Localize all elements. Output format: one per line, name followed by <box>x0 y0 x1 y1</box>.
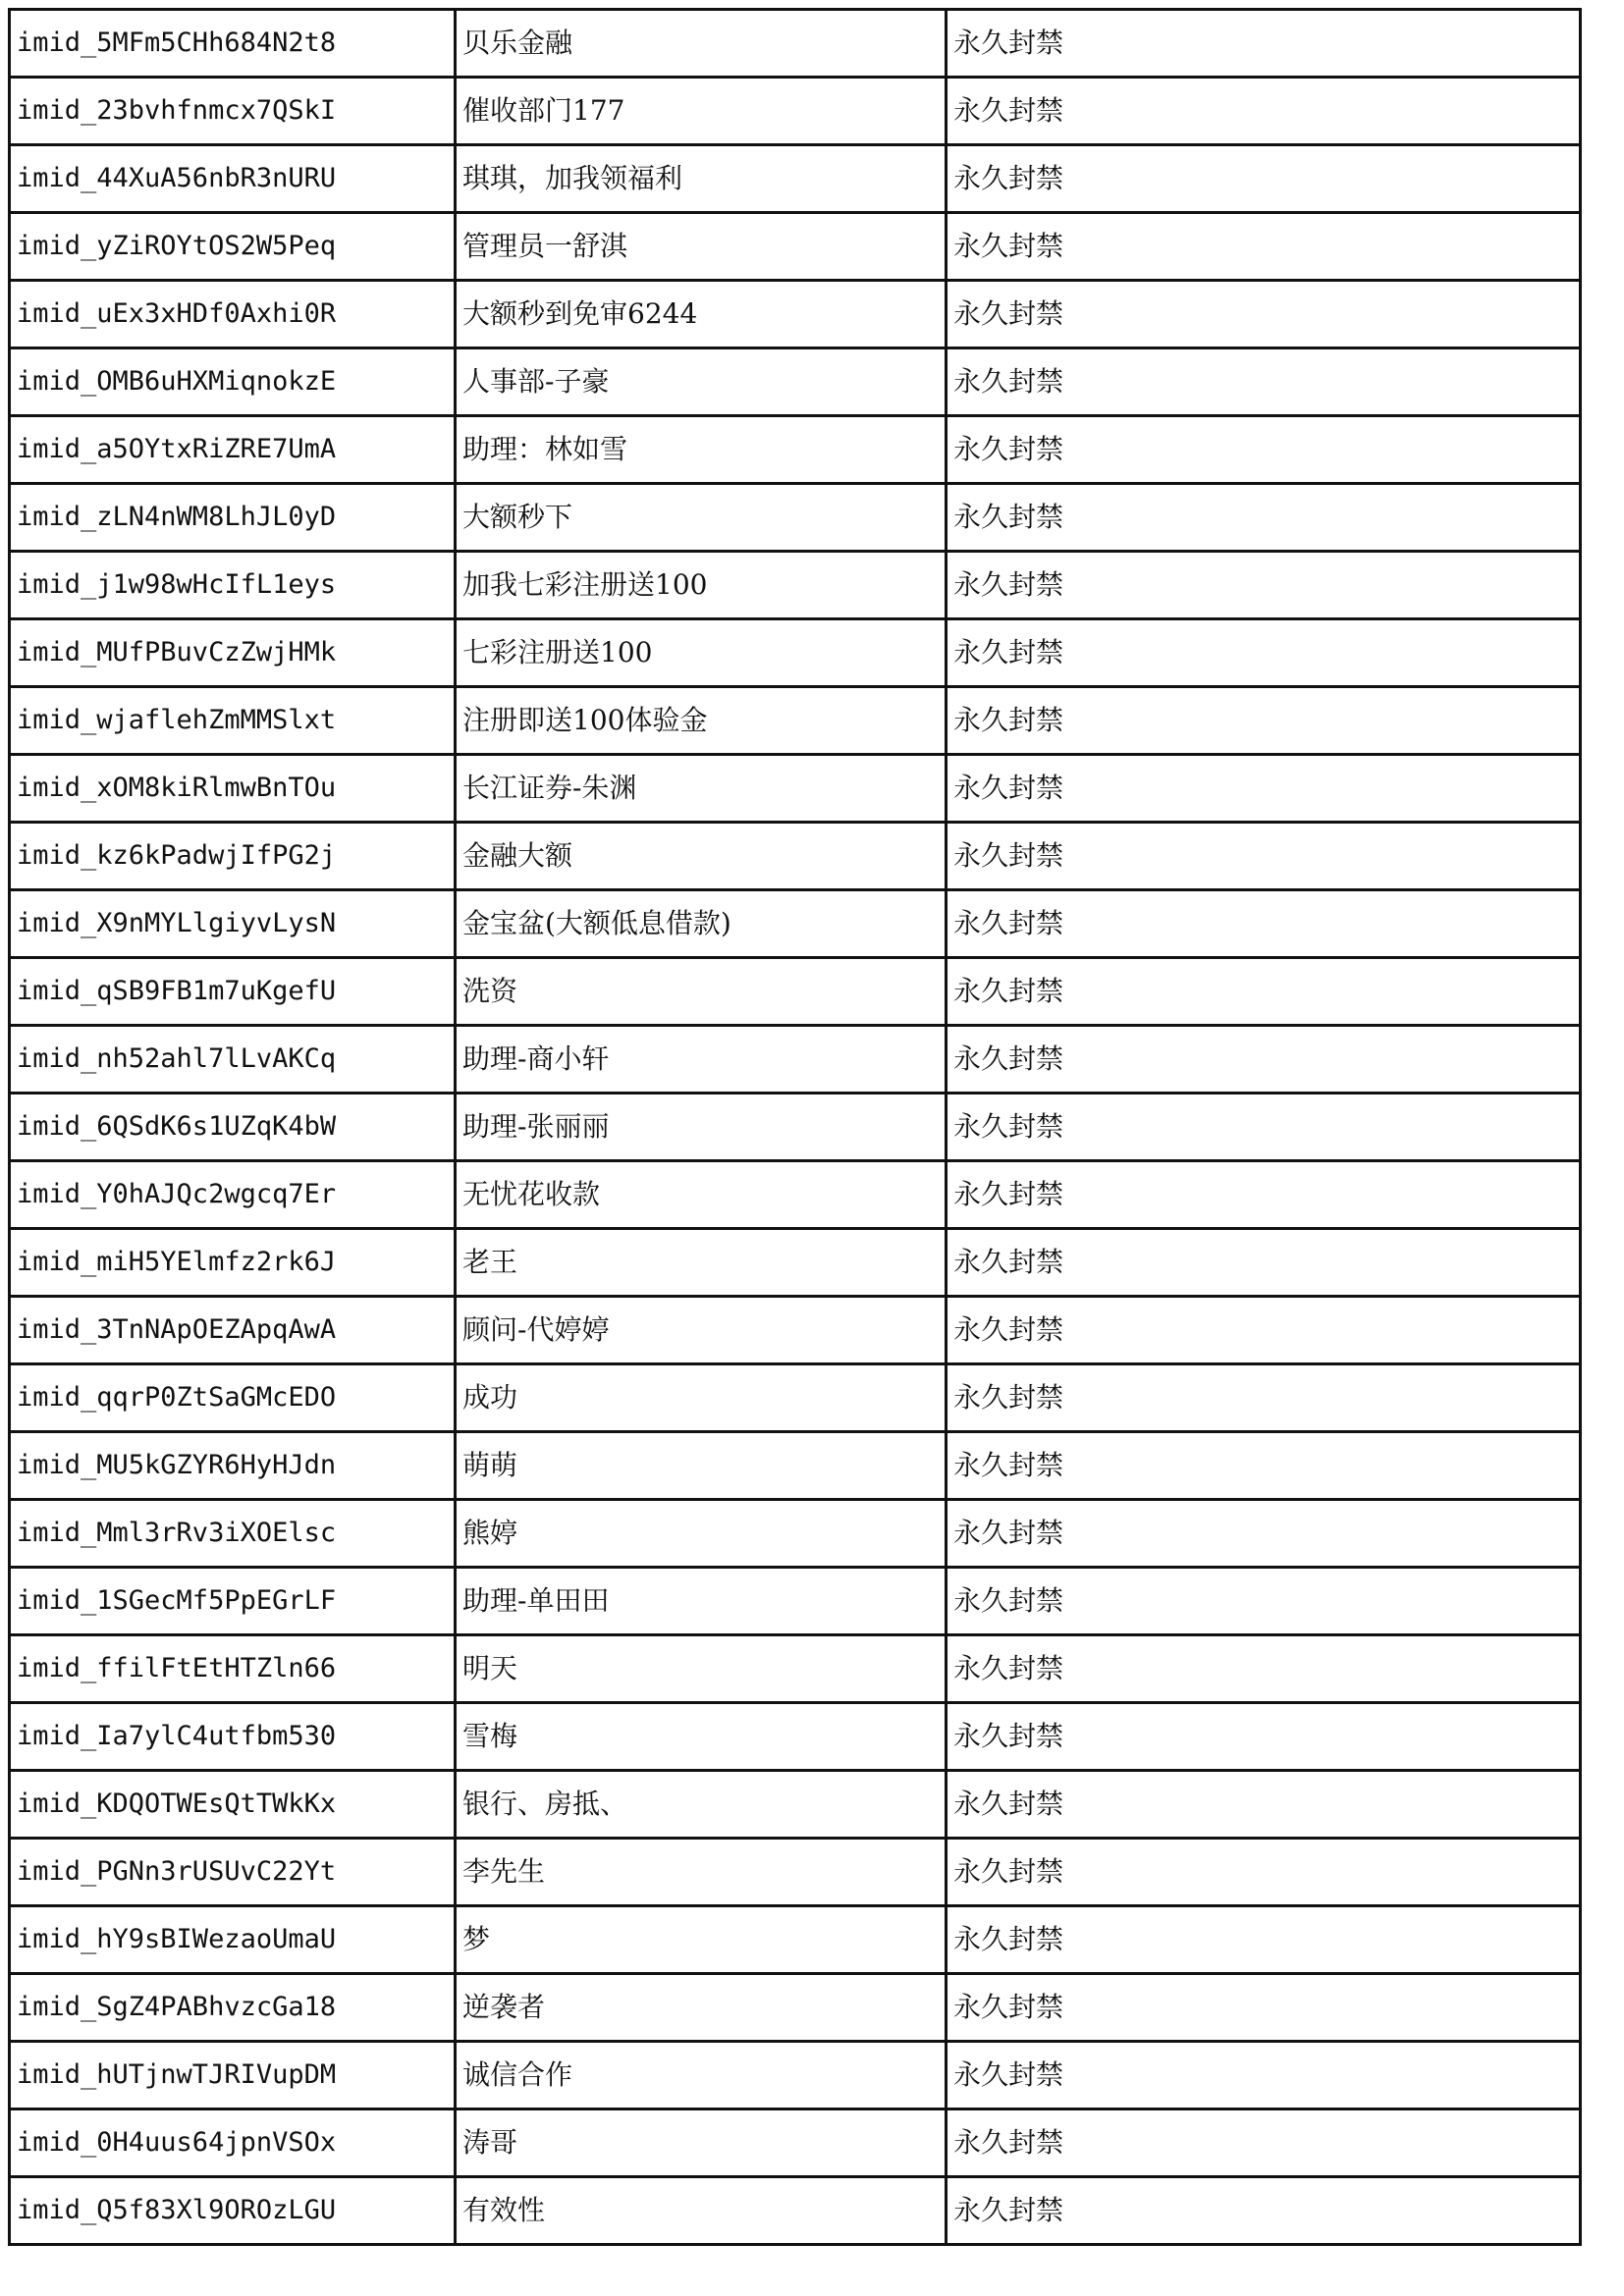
user-id-cell: imid_SgZ4PABhvzcGa18 <box>10 1974 456 2042</box>
nickname-cell: 助理-张丽丽 <box>456 1094 947 1161</box>
table-row <box>10 890 1581 958</box>
ban-status-cell: 永久封禁 <box>947 1297 1581 1364</box>
ban-status-cell: 永久封禁 <box>947 1771 1581 1839</box>
ban-status-cell: 永久封禁 <box>947 1635 1581 1703</box>
ban-status-cell: 永久封禁 <box>947 552 1581 619</box>
table-row <box>10 2109 1581 2177</box>
nickname-cell: 催收部门177 <box>456 78 947 145</box>
nickname-cell: 大额秒到免审6244 <box>456 281 947 348</box>
ban-status-cell: 永久封禁 <box>947 1839 1581 1906</box>
ban-status-cell: 永久封禁 <box>947 1094 1581 1161</box>
user-id-cell: imid_nh52ahl7lLvAKCq <box>10 1026 456 1094</box>
nickname-cell: 熊婷 <box>456 1500 947 1568</box>
ban-status-cell: 永久封禁 <box>947 755 1581 823</box>
user-id-cell: imid_0H4uus64jpnVSOx <box>10 2109 456 2177</box>
user-id-cell: imid_3TnNApOEZApqAwA <box>10 1297 456 1364</box>
user-id-cell: imid_1SGecMf5PpEGrLF <box>10 1568 456 1635</box>
nickname-cell: 老王 <box>456 1229 947 1297</box>
table-row <box>10 1026 1581 1094</box>
table-row <box>10 281 1581 348</box>
user-id-cell: imid_OMB6uHXMiqnokzE <box>10 348 456 416</box>
ban-status-cell: 永久封禁 <box>947 687 1581 755</box>
ban-status-cell: 永久封禁 <box>947 1974 1581 2042</box>
nickname-cell: 人事部-子豪 <box>456 348 947 416</box>
table-row <box>10 78 1581 145</box>
nickname-cell: 长江证券-朱渊 <box>456 755 947 823</box>
user-id-cell: imid_Q5f83Xl9ORОzLGU <box>10 2177 456 2245</box>
user-id-cell: imid_MUfPBuvCzZwjHMk <box>10 619 456 687</box>
nickname-cell: 顾问-代婷婷 <box>456 1297 947 1364</box>
nickname-cell: 涛哥 <box>456 2109 947 2177</box>
table-row <box>10 755 1581 823</box>
ban-list-body <box>10 10 1581 2245</box>
nickname-cell: 琪琪，加我领福利 <box>456 145 947 213</box>
table-row <box>10 619 1581 687</box>
table-row <box>10 1635 1581 1703</box>
user-id-cell: imid_Ia7ylC4utfbm530 <box>10 1703 456 1771</box>
table-row <box>10 2042 1581 2109</box>
user-id-cell: imid_j1w98wHcIfL1eys <box>10 552 456 619</box>
user-id-cell: imid_X9nMYLlgiyvLysN <box>10 890 456 958</box>
ban-status-cell: 永久封禁 <box>947 2109 1581 2177</box>
nickname-cell: 大额秒下 <box>456 484 947 552</box>
table-row <box>10 687 1581 755</box>
user-id-cell: imid_qSB9FB1m7uKgefU <box>10 958 456 1026</box>
table-row <box>10 1297 1581 1364</box>
table-row <box>10 484 1581 552</box>
user-id-cell: imid_kz6kPadwjIfPG2j <box>10 823 456 890</box>
ban-status-cell: 永久封禁 <box>947 348 1581 416</box>
nickname-cell: 助理-单田田 <box>456 1568 947 1635</box>
ban-status-cell: 永久封禁 <box>947 1568 1581 1635</box>
table-row <box>10 213 1581 281</box>
table-row <box>10 1906 1581 1974</box>
table-row <box>10 1974 1581 2042</box>
table-row <box>10 416 1581 484</box>
nickname-cell: 李先生 <box>456 1839 947 1906</box>
ban-list-table <box>8 8 1582 2246</box>
nickname-cell: 金融大额 <box>456 823 947 890</box>
table-row <box>10 348 1581 416</box>
table-row <box>10 1364 1581 1432</box>
user-id-cell: imid_KDQOTWEsQtTWkKx <box>10 1771 456 1839</box>
user-id-cell: imid_a5OYtxRiZRE7UmA <box>10 416 456 484</box>
nickname-cell: 逆袭者 <box>456 1974 947 2042</box>
ban-status-cell: 永久封禁 <box>947 281 1581 348</box>
user-id-cell: imid_wjaflehZmMMSlxt <box>10 687 456 755</box>
nickname-cell: 贝乐金融 <box>456 10 947 78</box>
ban-status-cell: 永久封禁 <box>947 1703 1581 1771</box>
table-row <box>10 1094 1581 1161</box>
ban-status-cell: 永久封禁 <box>947 2042 1581 2109</box>
ban-status-cell: 永久封禁 <box>947 145 1581 213</box>
nickname-cell: 无忧花收款 <box>456 1161 947 1229</box>
ban-status-cell: 永久封禁 <box>947 1364 1581 1432</box>
nickname-cell: 有效性 <box>456 2177 947 2245</box>
nickname-cell: 管理员一舒淇 <box>456 213 947 281</box>
user-id-cell: imid_hY9sBIWezaoUmaU <box>10 1906 456 1974</box>
nickname-cell: 诚信合作 <box>456 2042 947 2109</box>
table-row <box>10 552 1581 619</box>
table-row <box>10 1229 1581 1297</box>
nickname-cell: 明天 <box>456 1635 947 1703</box>
table-row <box>10 958 1581 1026</box>
user-id-cell: imid_uEx3xHDf0Axhi0R <box>10 281 456 348</box>
table-row <box>10 1703 1581 1771</box>
user-id-cell: imid_23bvhfnmcx7QSkI <box>10 78 456 145</box>
user-id-cell: imid_qqrP0ZtSaGMcEDO <box>10 1364 456 1432</box>
table-row <box>10 1500 1581 1568</box>
ban-status-cell: 永久封禁 <box>947 619 1581 687</box>
ban-status-cell: 永久封禁 <box>947 484 1581 552</box>
nickname-cell: 梦 <box>456 1906 947 1974</box>
user-id-cell: imid_MU5kGZYR6HyHJdn <box>10 1432 456 1500</box>
user-id-cell: imid_Mml3rRv3iXOElsc <box>10 1500 456 1568</box>
ban-status-cell: 永久封禁 <box>947 823 1581 890</box>
user-id-cell: imid_5MFm5CHh684N2t8 <box>10 10 456 78</box>
ban-status-cell: 永久封禁 <box>947 1161 1581 1229</box>
nickname-cell: 银行、房抵、 <box>456 1771 947 1839</box>
user-id-cell: imid_44XuA56nbR3nURU <box>10 145 456 213</box>
user-id-cell: imid_yZiROYtOS2W5Peq <box>10 213 456 281</box>
ban-status-cell: 永久封禁 <box>947 2177 1581 2245</box>
table-row <box>10 145 1581 213</box>
table-row <box>10 1839 1581 1906</box>
nickname-cell: 洗资 <box>456 958 947 1026</box>
user-id-cell: imid_zLN4nWM8LhJL0yD <box>10 484 456 552</box>
table-row <box>10 1432 1581 1500</box>
ban-status-cell: 永久封禁 <box>947 1500 1581 1568</box>
ban-status-cell: 永久封禁 <box>947 1432 1581 1500</box>
user-id-cell: imid_miH5YElmfz2rk6J <box>10 1229 456 1297</box>
ban-status-cell: 永久封禁 <box>947 213 1581 281</box>
ban-status-cell: 永久封禁 <box>947 1229 1581 1297</box>
ban-status-cell: 永久封禁 <box>947 1906 1581 1974</box>
ban-status-cell: 永久封禁 <box>947 1026 1581 1094</box>
user-id-cell: imid_xOM8kiRlmwBnTOu <box>10 755 456 823</box>
user-id-cell: imid_hUTjnwTJRIVupDM <box>10 2042 456 2109</box>
nickname-cell: 助理：林如雪 <box>456 416 947 484</box>
user-id-cell: imid_6QSdK6s1UZqK4bW <box>10 1094 456 1161</box>
nickname-cell: 雪梅 <box>456 1703 947 1771</box>
nickname-cell: 萌萌 <box>456 1432 947 1500</box>
nickname-cell: 成功 <box>456 1364 947 1432</box>
ban-status-cell: 永久封禁 <box>947 78 1581 145</box>
table-row <box>10 1771 1581 1839</box>
ban-status-cell: 永久封禁 <box>947 958 1581 1026</box>
table-row <box>10 10 1581 78</box>
nickname-cell: 七彩注册送100 <box>456 619 947 687</box>
table-row <box>10 823 1581 890</box>
user-id-cell: imid_PGNn3rUSUvC22Yt <box>10 1839 456 1906</box>
table-row <box>10 1568 1581 1635</box>
nickname-cell: 注册即送100体验金 <box>456 687 947 755</box>
nickname-cell: 助理-商小轩 <box>456 1026 947 1094</box>
ban-status-cell: 永久封禁 <box>947 416 1581 484</box>
user-id-cell: imid_ffilFtEtHTZln66 <box>10 1635 456 1703</box>
ban-status-cell: 永久封禁 <box>947 890 1581 958</box>
table-row <box>10 1161 1581 1229</box>
table-row <box>10 2177 1581 2245</box>
nickname-cell: 金宝盆(大额低息借款) <box>456 890 947 958</box>
nickname-cell: 加我七彩注册送100 <box>456 552 947 619</box>
user-id-cell: imid_Y0hAJQc2wgcq7Er <box>10 1161 456 1229</box>
ban-status-cell: 永久封禁 <box>947 10 1581 78</box>
